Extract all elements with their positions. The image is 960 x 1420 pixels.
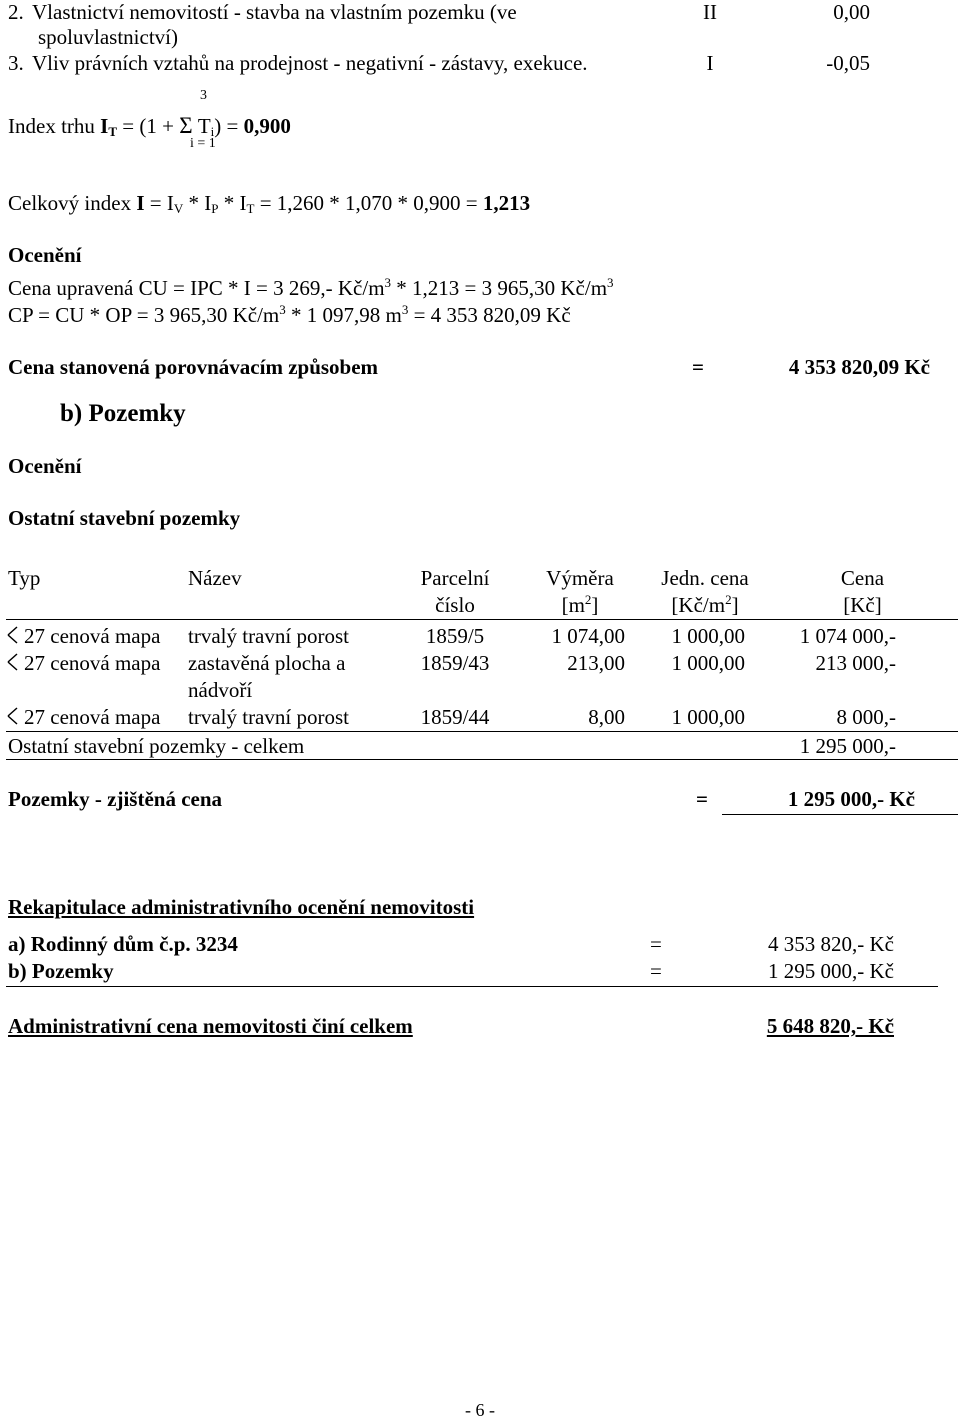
column-header-jedn-cena: Jedn. cena (661, 566, 749, 590)
table-row-2-cena: 213 000,- (815, 651, 896, 675)
index-trhu-symbol: $I_T$ (100, 114, 118, 139)
rekapitulace-title: Rekapitulace administrativního ocenění nemovitosti (8, 895, 475, 919)
table-total-label: Ostatní stavební pozemky - celkem (8, 734, 305, 758)
rekapitulace-row-1-label: a) Rodinný dům č.p. 3234 (8, 932, 238, 956)
column-header-typ: Typ (8, 566, 41, 590)
rekapitulace-row-2-value: 1 295 000,- Kč (768, 959, 894, 983)
table-row-3-nazev: trvalý travní porost (188, 705, 349, 729)
table-row-3-cena: 8 000,- (836, 705, 896, 729)
sum-lower-limit: i = 1 (190, 136, 216, 151)
table-row-2-nazev: zastavěná plocha a (188, 651, 346, 675)
table-row-3-parcela: 1859/44 (420, 705, 490, 729)
table-row-1-jedn-cena: 1 000,00 (671, 624, 745, 648)
pozemky-zjistena-underline (722, 814, 958, 815)
item-2-value: 0,00 (833, 0, 870, 24)
table-row-3-typ: 27 cenová mapa (24, 705, 161, 729)
column-header-vymera: Výměra (546, 566, 614, 590)
column-header-vymera-unit: $[m^2]$ (561, 592, 599, 617)
cena-stanovena-equals: = (692, 355, 704, 379)
sigma-symbol: Σ (179, 113, 193, 138)
item-3-number: 3. (8, 51, 24, 75)
table-row-2-jedn-cena: 1 000,00 (671, 651, 745, 675)
section-heading-oceneni-2: Ocenění (8, 454, 82, 478)
item-3-text: Vliv právních vztahů na prodejnost - negativní - zástavy, exekuce. (32, 51, 588, 75)
rekapitulace-row-2-equals: = (650, 959, 662, 983)
celkovy-index-formula: Celkový index $I = I_V * I_P * I_T = 1,260 * 1,070 * 0,900 = 1,213$ (8, 191, 531, 216)
column-header-jedn-cena-unit: $[Kč/m^2]$ (671, 592, 739, 617)
table-row-2-parcela: 1859/43 (420, 651, 490, 675)
table-row-1-vymera: 1 074,00 (551, 624, 625, 648)
cp-line: CP = CU * OP = 3 965,30 $Kč/m^3 * 1$ 097,98 $m^3 = 4$ 353 820,09 Kč (8, 302, 571, 327)
pozemky-zjistena-equals: = (696, 787, 708, 811)
rekapitulace-row-1-equals: = (650, 932, 662, 956)
item-2-text-cont: spoluvlastnictví) (38, 25, 178, 49)
column-header-cislo: číslo (435, 593, 475, 617)
table-row-3-vymera: 8,00 (588, 705, 625, 729)
table-row-3-jedn-cena: 1 000,00 (671, 705, 745, 729)
table-total-rule-bottom (6, 759, 958, 760)
item-2-number: 2. (8, 0, 24, 24)
cena-stanovena-value: 4 353 820,09 Kč (788, 355, 930, 379)
section-mark-icon (6, 624, 20, 646)
column-header-parcelni: Parcelní (420, 566, 490, 590)
column-header-cena-unit: [Kč] (843, 593, 882, 617)
table-row-1-parcela: 1859/5 (425, 624, 485, 648)
section-mark-icon (6, 705, 20, 727)
section-mark-icon (6, 651, 20, 673)
index-trhu-label: Index trhu (8, 114, 95, 138)
cena-stanovena-label: Cena stanovená porovnávacím způsobem (8, 355, 379, 379)
table-header-rule (6, 619, 958, 620)
rekapitulace-total-label: Administrativní cena nemovitosti činí celkem (8, 1014, 413, 1038)
celkovy-index-result: 1,213 (482, 191, 531, 215)
table-row-1-nazev: trvalý travní porost (188, 624, 349, 648)
item-3-value: -0,05 (826, 51, 870, 75)
section-heading-oceneni: Ocenění (8, 243, 82, 267)
item-2-text: Vlastnictví nemovitostí - stavba na vlastním pozemku (ve (32, 0, 517, 24)
pozemky-zjistena-value: 1 295 000,- Kč (787, 787, 915, 811)
table-row-1-cena: 1 074 000,- (799, 624, 896, 648)
sum-upper-limit: 3 (200, 88, 207, 103)
cena-upravena-line: Cena upravená CU = IPC * I = 3 269,- $Kč/m^3 * 1,213 = 3$ 965,30 $Kč/m^3$ (8, 275, 614, 300)
ostatni-pozemky-heading: Ostatní stavební pozemky (8, 506, 241, 530)
rekapitulace-row-2-label: b) Pozemky (8, 959, 114, 983)
table-total-value: 1 295 000,- (799, 734, 896, 758)
page-number: - 6 - (465, 1400, 495, 1420)
table-row-2-vymera: 213,00 (567, 651, 625, 675)
table-row-1-typ: 27 cenová mapa (24, 624, 161, 648)
celkovy-index-label: Celkový index (8, 191, 132, 215)
pozemky-heading: b) Pozemky (60, 400, 186, 427)
rekapitulace-row-1-value: 4 353 820,- Kč (768, 932, 894, 956)
table-total-rule-top (6, 731, 958, 732)
item-3-grade: I (706, 51, 714, 75)
table-row-2-typ: 27 cenová mapa (24, 651, 161, 675)
table-row-2-nazev-cont: nádvoří (188, 678, 253, 702)
column-header-cena: Cena (840, 566, 885, 590)
index-trhu-formula: Index trhu $I_T = (1 + \Sigma$ $T_i) = 0,900$ (8, 113, 291, 139)
pozemky-zjistena-label: Pozemky - zjištěná cena (8, 787, 223, 811)
index-trhu-result: 0,900 (243, 114, 291, 138)
rekapitulace-rule (6, 986, 938, 987)
column-header-nazev: Název (188, 566, 242, 590)
item-2-grade: II (703, 0, 717, 24)
rekapitulace-total-value: 5 648 820,- Kč (766, 1014, 894, 1038)
